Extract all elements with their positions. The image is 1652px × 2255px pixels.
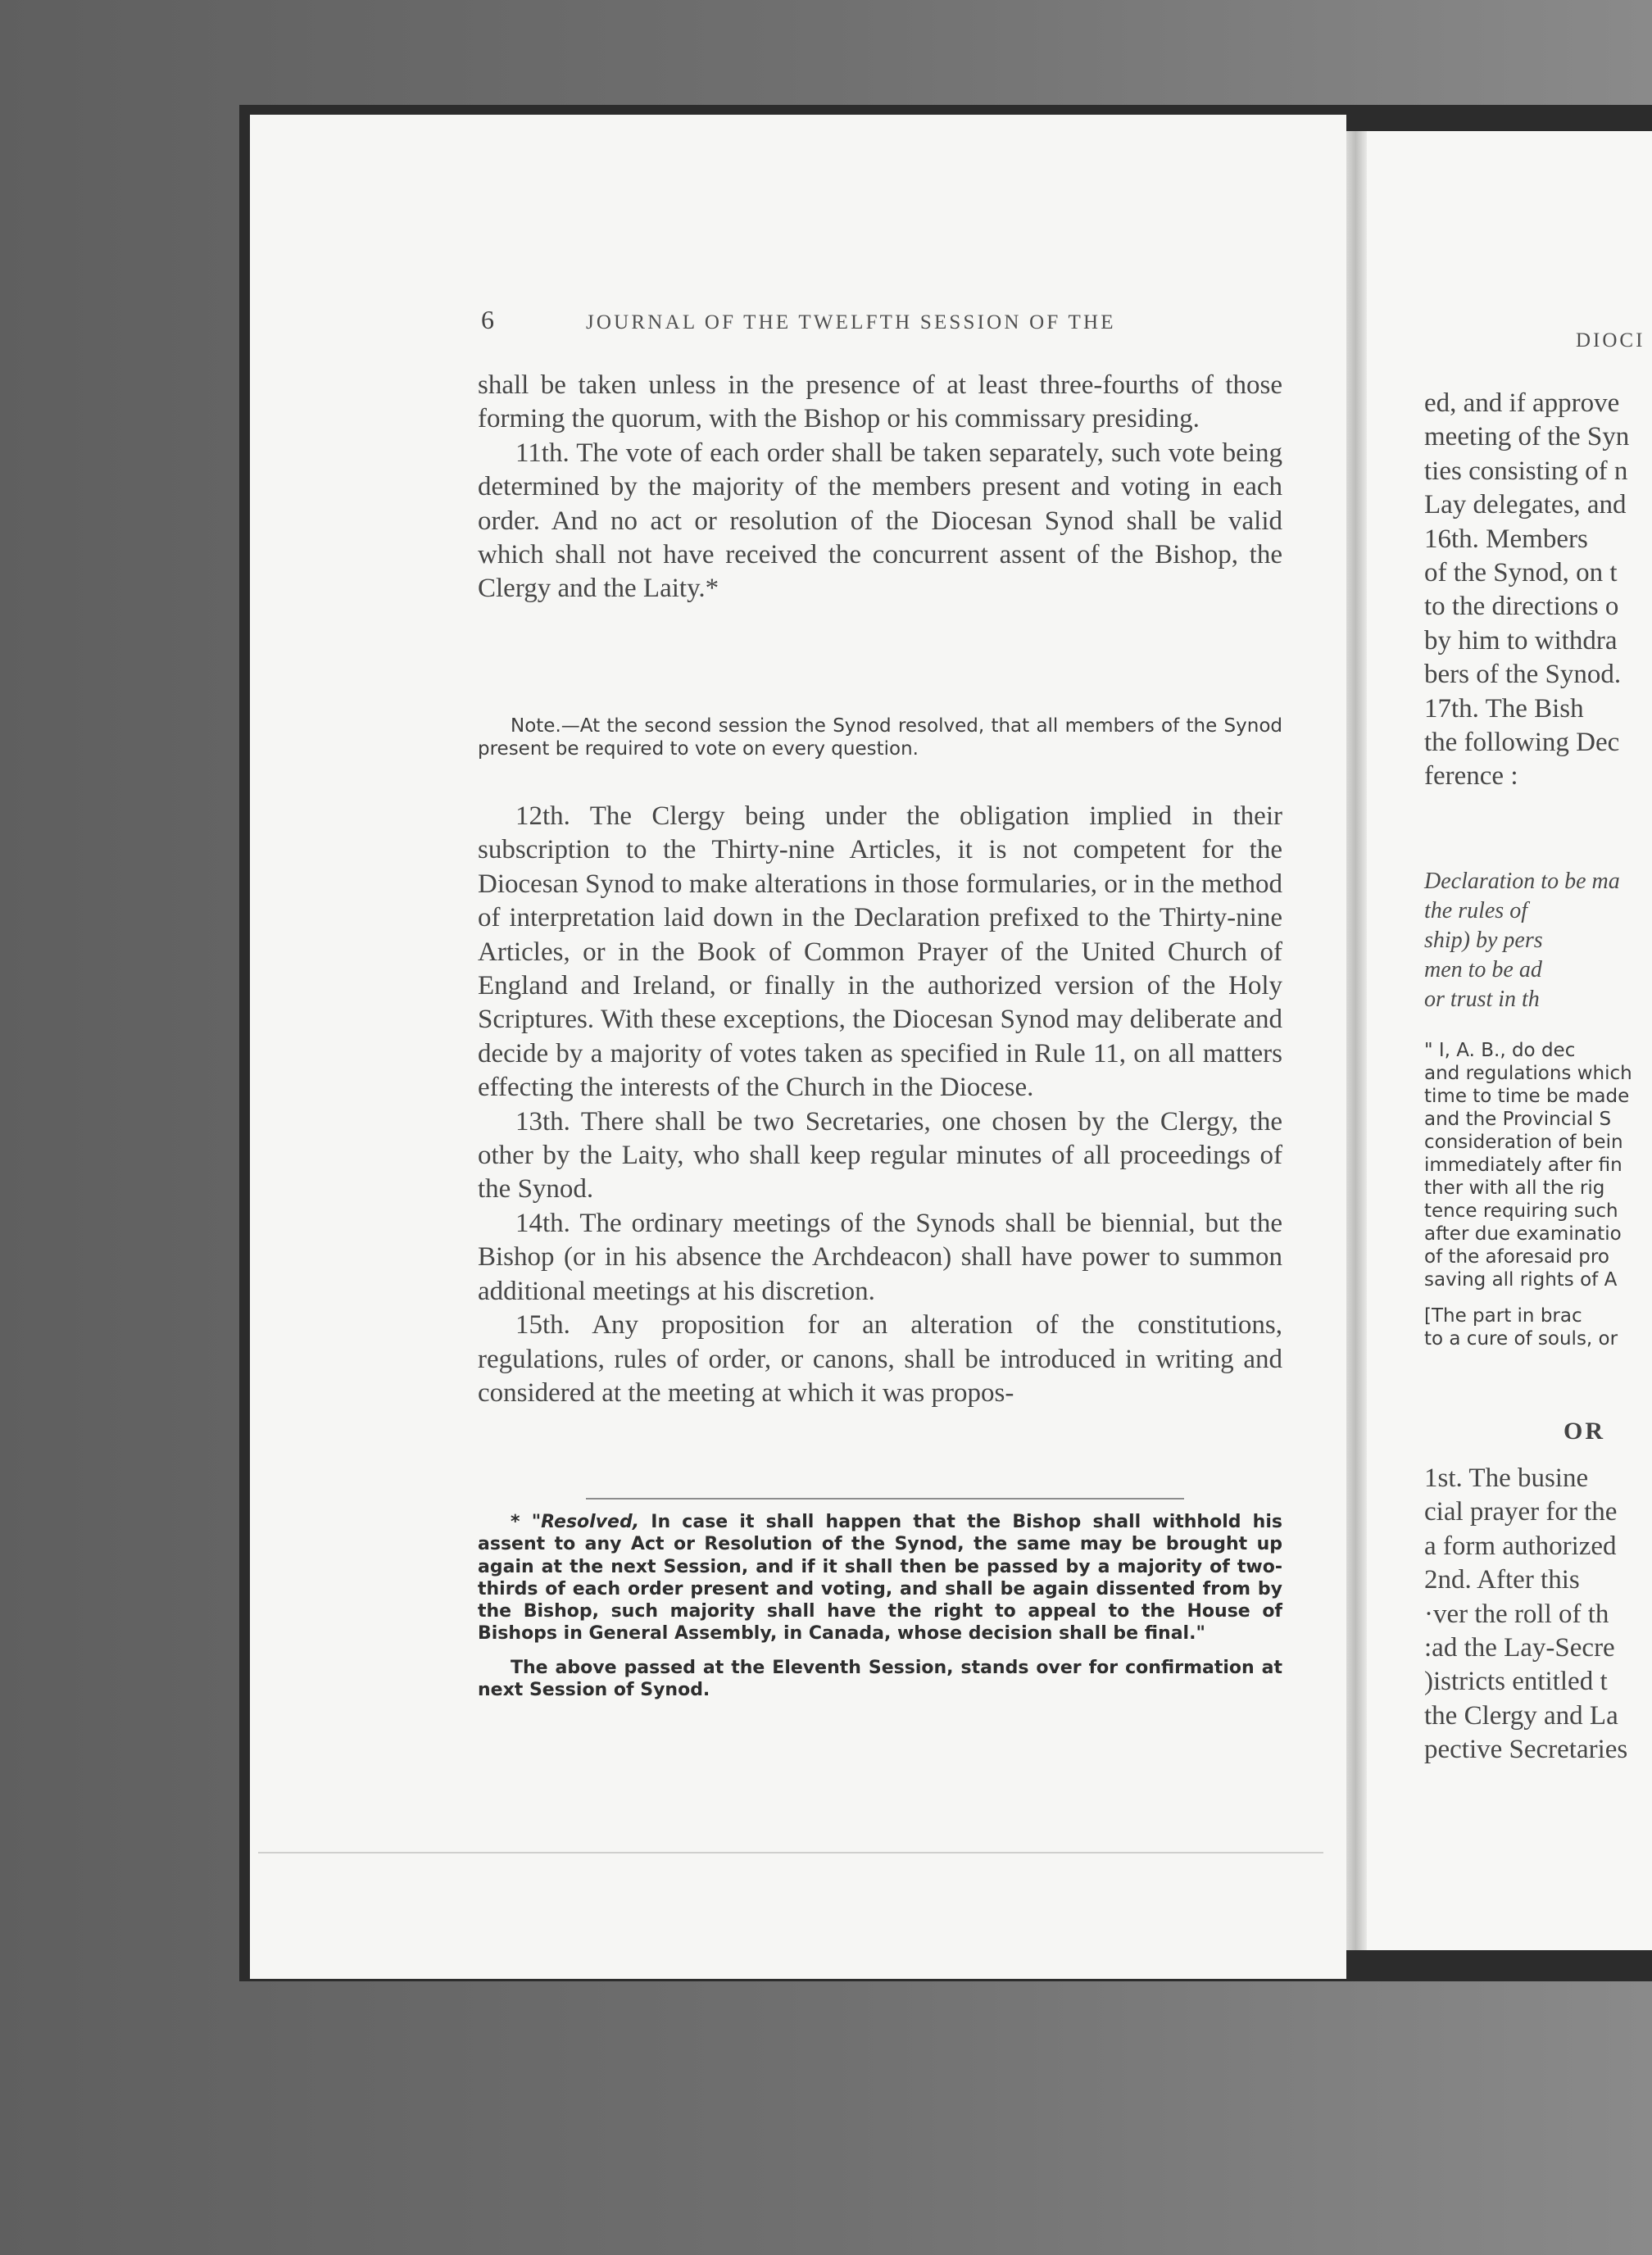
left-page bbox=[250, 115, 1346, 1979]
note-block bbox=[478, 715, 1282, 760]
footnote-confirmation: The above passed at the Eleventh Session, stands over for confirmation at next Session of Synod. bbox=[478, 1657, 1282, 1701]
right-body-block-1: ed, and if approve meeting of the Syn ties consisting of n Lay delegates, and 16th. Members of the Synod, on t to the directions o by him to withdra bers of the Synod. 17th. The Bish the following Dec ference : bbox=[1424, 388, 1630, 792]
paragraph-rule-11: 11th. The vote of each order shall be taken separately, such vote being determined by the majority of the members present and voting in each order. And no act or resolution of the Diocesan Synod shall be valid which shall not have received the concurrent assent of the Bishop, the Clergy and the Laity.* bbox=[478, 438, 1282, 604]
right-declaration-text: " I, A. B., do dec and regulations which time to time be made and the Provincial S consideration of bein immediately after fin ther with all the rig tence requiring such after due examinatio of the aforesaid pro saving all rights of A bbox=[1424, 1040, 1632, 1291]
page-bottom-edge bbox=[258, 1852, 1323, 1853]
right-section-heading: OR bbox=[1564, 1418, 1605, 1445]
body-block-1 bbox=[478, 369, 1282, 606]
footnote-block bbox=[478, 1511, 1282, 1701]
right-running-header: DIOCI bbox=[1576, 329, 1645, 352]
note-paragraph: Note.—At the second session the Synod resolved, that all members of the Synod present be required to vote on every question. bbox=[478, 715, 1282, 760]
paragraph-continuation: shall be taken unless in the presence of at least three-fourths of those forming the quorum, with the Bishop or his commissary presiding. bbox=[478, 370, 1282, 434]
paragraph-rule-14: 14th. The ordinary meetings of the Synods shall be biennial, but the Bishop (or in his absence the Archdeacon) shall have power to summon additional meetings at his discretion. bbox=[478, 1208, 1282, 1306]
footnote-divider bbox=[586, 1498, 1184, 1500]
running-header: JOURNAL OF THE TWELFTH SESSION OF THE bbox=[586, 311, 1116, 333]
footnote-resolved-word: Resolved, bbox=[541, 1512, 640, 1532]
paragraph-rule-12: 12th. The Clergy being under the obligation implied in their subscription to the Thirty-nine Articles, it is not competent for the Diocesan Synod to make alterations in those formularies, or in the method of interpretation laid down in the Declaration prefixed to the Thirty-nine Articles, or in the Book of Common Prayer of the United Church of England and Ireland, or finally in the authorized version of the Holy Scriptures. With these exceptions, the Diocesan Synod may deliberate and decide by a majority of votes taken as specified in Rule 11, on all matters effecting the interests of the Church in the Diocese. bbox=[478, 801, 1282, 1103]
right-bracket-note: [The part in brac to a cure of souls, or bbox=[1424, 1305, 1618, 1350]
book-gutter bbox=[1346, 131, 1367, 1950]
page-number: 6 bbox=[481, 305, 494, 334]
right-declaration-heading: Declaration to be ma the rules of ship) by pers men to be ad or trust in th bbox=[1424, 869, 1620, 1012]
right-page-cutoff bbox=[1367, 131, 1652, 1950]
body-block-2 bbox=[478, 800, 1282, 1410]
right-body-block-2: 1st. The busine cial prayer for the a form authorized 2nd. After this ·ver the roll of th :ad the Lay-Secre )istricts entitled t the Clergy and La pective Secretaries bbox=[1424, 1463, 1628, 1765]
paragraph-rule-15: 15th. Any proposition for an alteration of the constitutions, regulations, rules of order, or canons, shall be introduced in writing and considered at the meeting at which it was propos- bbox=[478, 1310, 1282, 1408]
footnote-resolution: * "Resolved, In case it shall happen that the Bishop shall withhold his assent to any Act or Resolution of the Synod, the same may be brought up again at the next Session, and if it shall then be passed by a majority of two-thirds of each order present and voting, and shall be again dissented from by the Bishop, such majority shall have the right to appeal to the House of Bishops in General Assembly, in Canada, whose decision shall be final." bbox=[478, 1512, 1282, 1645]
paragraph-rule-13: 13th. There shall be two Secretaries, one chosen by the Clergy, the other by the Laity, who shall keep regular minutes of all proceedings of the Synod. bbox=[478, 1106, 1282, 1205]
